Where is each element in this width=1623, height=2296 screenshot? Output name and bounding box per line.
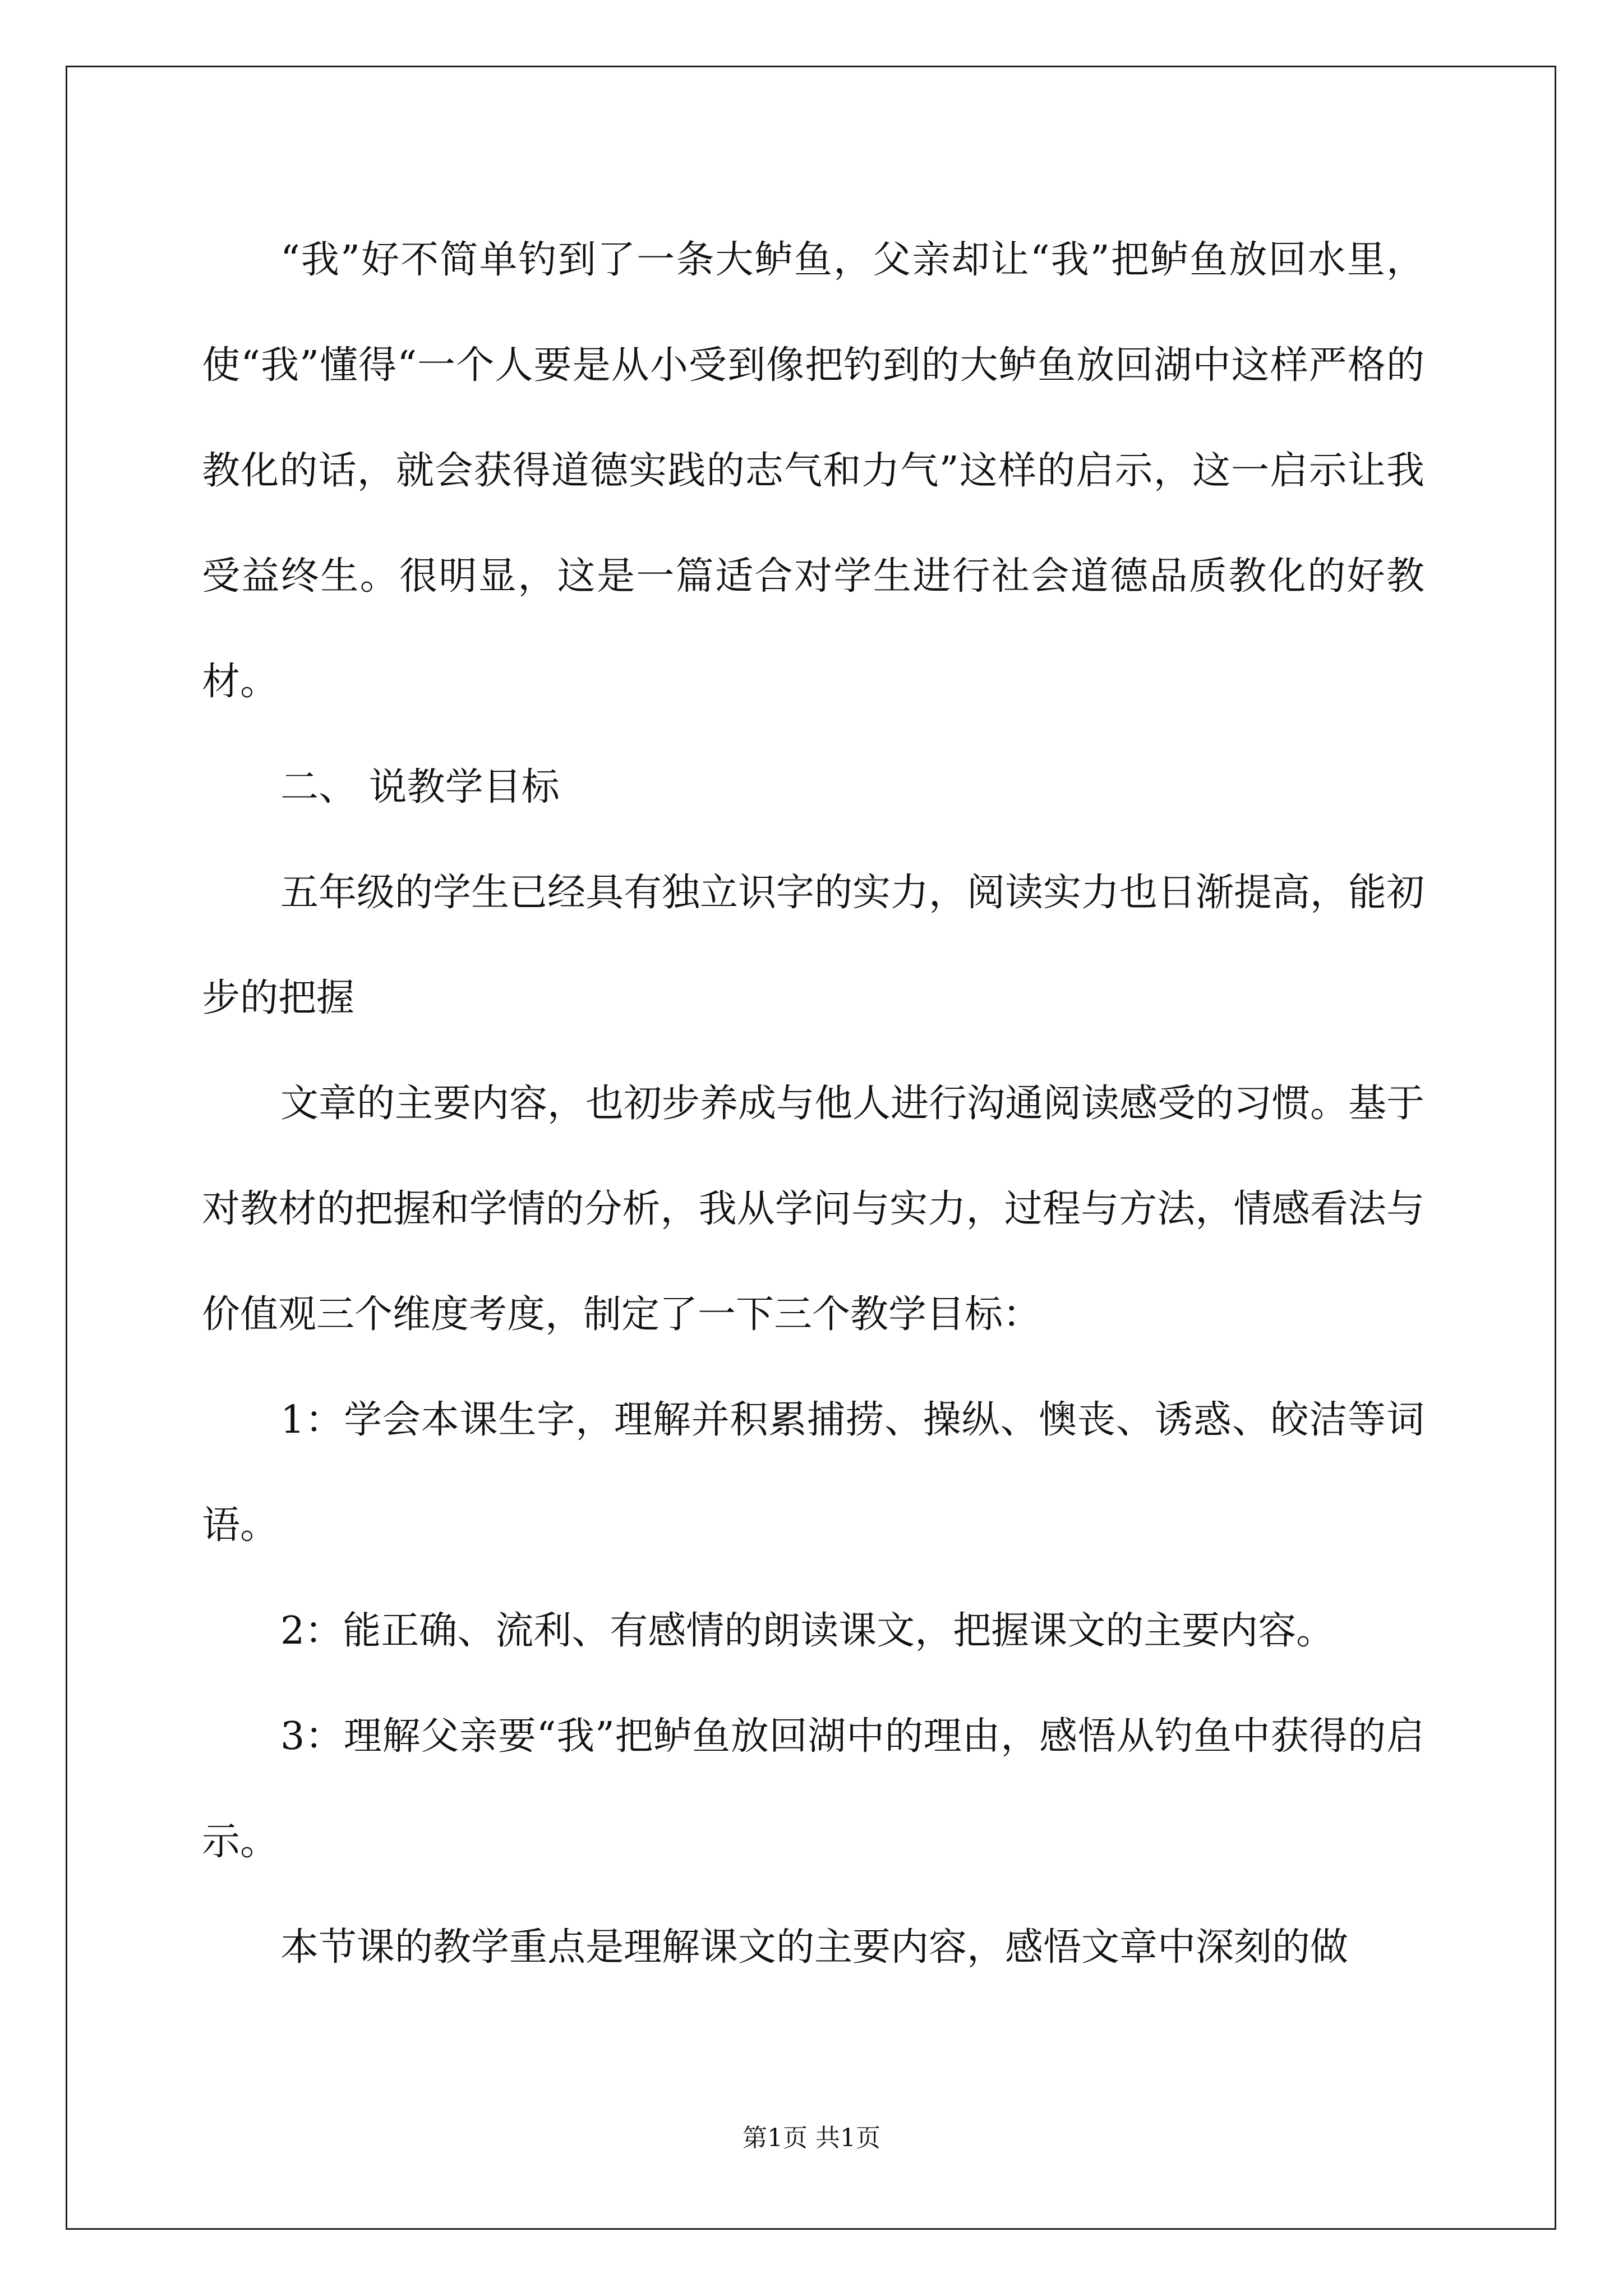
paragraph-8: 本节课的教学重点是理解课文的主要内容，感悟文章中深刻的做 — [280, 1925, 1349, 1970]
section-heading-teaching-goals: 二、 说教学目标 — [280, 765, 560, 809]
goal-2: 2：能正确、流利、有感情的朗读课文，把握课文的主要内容。 — [280, 1609, 1335, 1653]
document-body — [202, 208, 1424, 2000]
page-footer: 第1页 共1页 — [743, 2124, 880, 2152]
paragraph-1: “我”好不简单钓到了一条大鲈鱼，父亲却让“我”把鲈鱼放回水里，使“我”懂得“一个人要是从小受到像把钓到的大鲈鱼放回湖中这样严格的教化的话，就会获得道德实践的志气和力气”这样的启示，这一启示让我受益终生。很明显，这是一篇适合对学生进行社会道德品质教化的好教材。 — [202, 238, 1424, 704]
goal-1: 1：学会本课生字，理解并积累捕捞、操纵、懊丧、诱惑、皎洁等词语。 — [202, 1398, 1424, 1548]
paragraph-3: 五年级的学生已经具有独立识字的实力，阅读实力也日渐提高，能初步的把握 — [202, 871, 1425, 1020]
goal-3: 3：理解父亲要“我”把鲈鱼放回湖中的理由，感悟从钓鱼中获得的启示。 — [202, 1714, 1424, 1864]
paragraph-4: 文章的主要内容，也初步养成与他人进行沟通阅读感受的习惯。基于对教材的把握和学情的分析，我从学问与实力，过程与方法，情感看法与价值观三个维度考度，制定了一下三个教学目标： — [202, 1082, 1425, 1337]
